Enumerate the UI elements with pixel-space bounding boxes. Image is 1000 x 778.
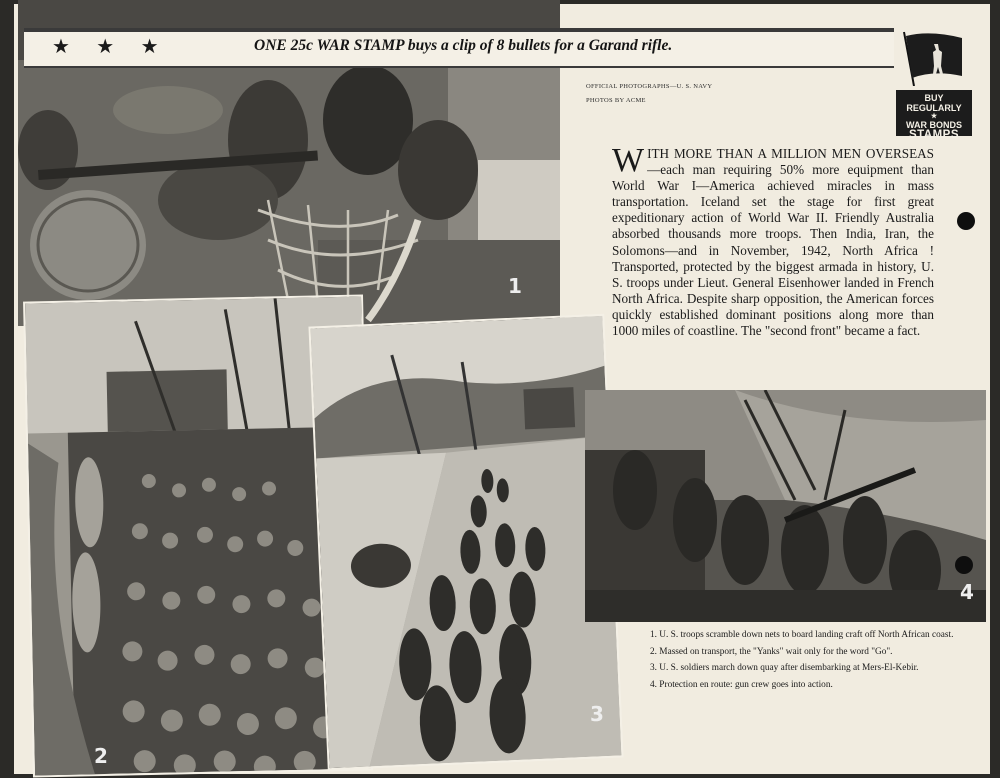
caption-1: 1. U. S. troops scramble down nets to board landing craft off North African coast.: [650, 630, 954, 640]
badge-line-2: WAR BONDS: [906, 120, 962, 130]
binder-hole-top: [957, 212, 975, 230]
binder-hole-bottom: [955, 556, 973, 574]
badge-star-icon: ★: [930, 113, 938, 120]
photo-3-quay-march: [308, 314, 623, 770]
credit-navy: OFFICIAL PHOTOGRAPHS—U. S. NAVY: [586, 83, 713, 90]
star-icons: ★ ★ ★: [52, 34, 169, 58]
credit-acme: PHOTOS BY ACME: [586, 97, 646, 104]
photo-credits: [586, 80, 712, 108]
badge-label-box: [896, 90, 972, 141]
article-text: ITH MORE THAN A MILLION MEN OVERSEAS—each man requiring 50% more equipment than World War I—America achieved miracles in mass transportation. Iceland set the stage for first great expeditionary action of World War II. Friendly Australia absorbed thousands more troops. Then India, Iran, the Solomons—and in November, 1942, North Africa ! Transported, protected by the biggest armada in history, U. S. troops under Lieut. General Eisenhower landed in French North Africa. Despite sharp opposition, the American forces quickly established dominant positions along more than 1000 miles of coastline. The "second front" became a fact.: [612, 146, 934, 339]
photo-captions: [650, 630, 980, 696]
caption-2: 2. Massed on transport, the "Yanks" wait only for the word "Go".: [650, 646, 893, 657]
war-stamp-banner: [24, 28, 894, 68]
badge-line-3: STAMPS: [908, 129, 960, 141]
war-bonds-badge: [894, 30, 974, 141]
photo-1-number: 1: [508, 274, 522, 298]
article-body: [612, 142, 934, 339]
caption-3: 3. U. S. soldiers march down quay after disembarking at Mers-El-Kebir.: [650, 663, 919, 674]
photo-2-number: 2: [94, 744, 108, 768]
photo-3-number: 3: [590, 702, 604, 726]
photo-4-gun-crew: [585, 390, 986, 622]
minuteman-flag-icon: [900, 30, 966, 86]
photo-4-number: 4: [960, 580, 974, 604]
article-dropcap: W: [612, 142, 645, 179]
badge-line-1: BUY REGULARLY: [906, 93, 962, 113]
banner-slogan: ONE 25c WAR STAMP buys a clip of 8 bullets for a Garand rifle.: [254, 37, 673, 54]
caption-4: 4. Protection en route: gun crew goes into action.: [650, 679, 833, 690]
